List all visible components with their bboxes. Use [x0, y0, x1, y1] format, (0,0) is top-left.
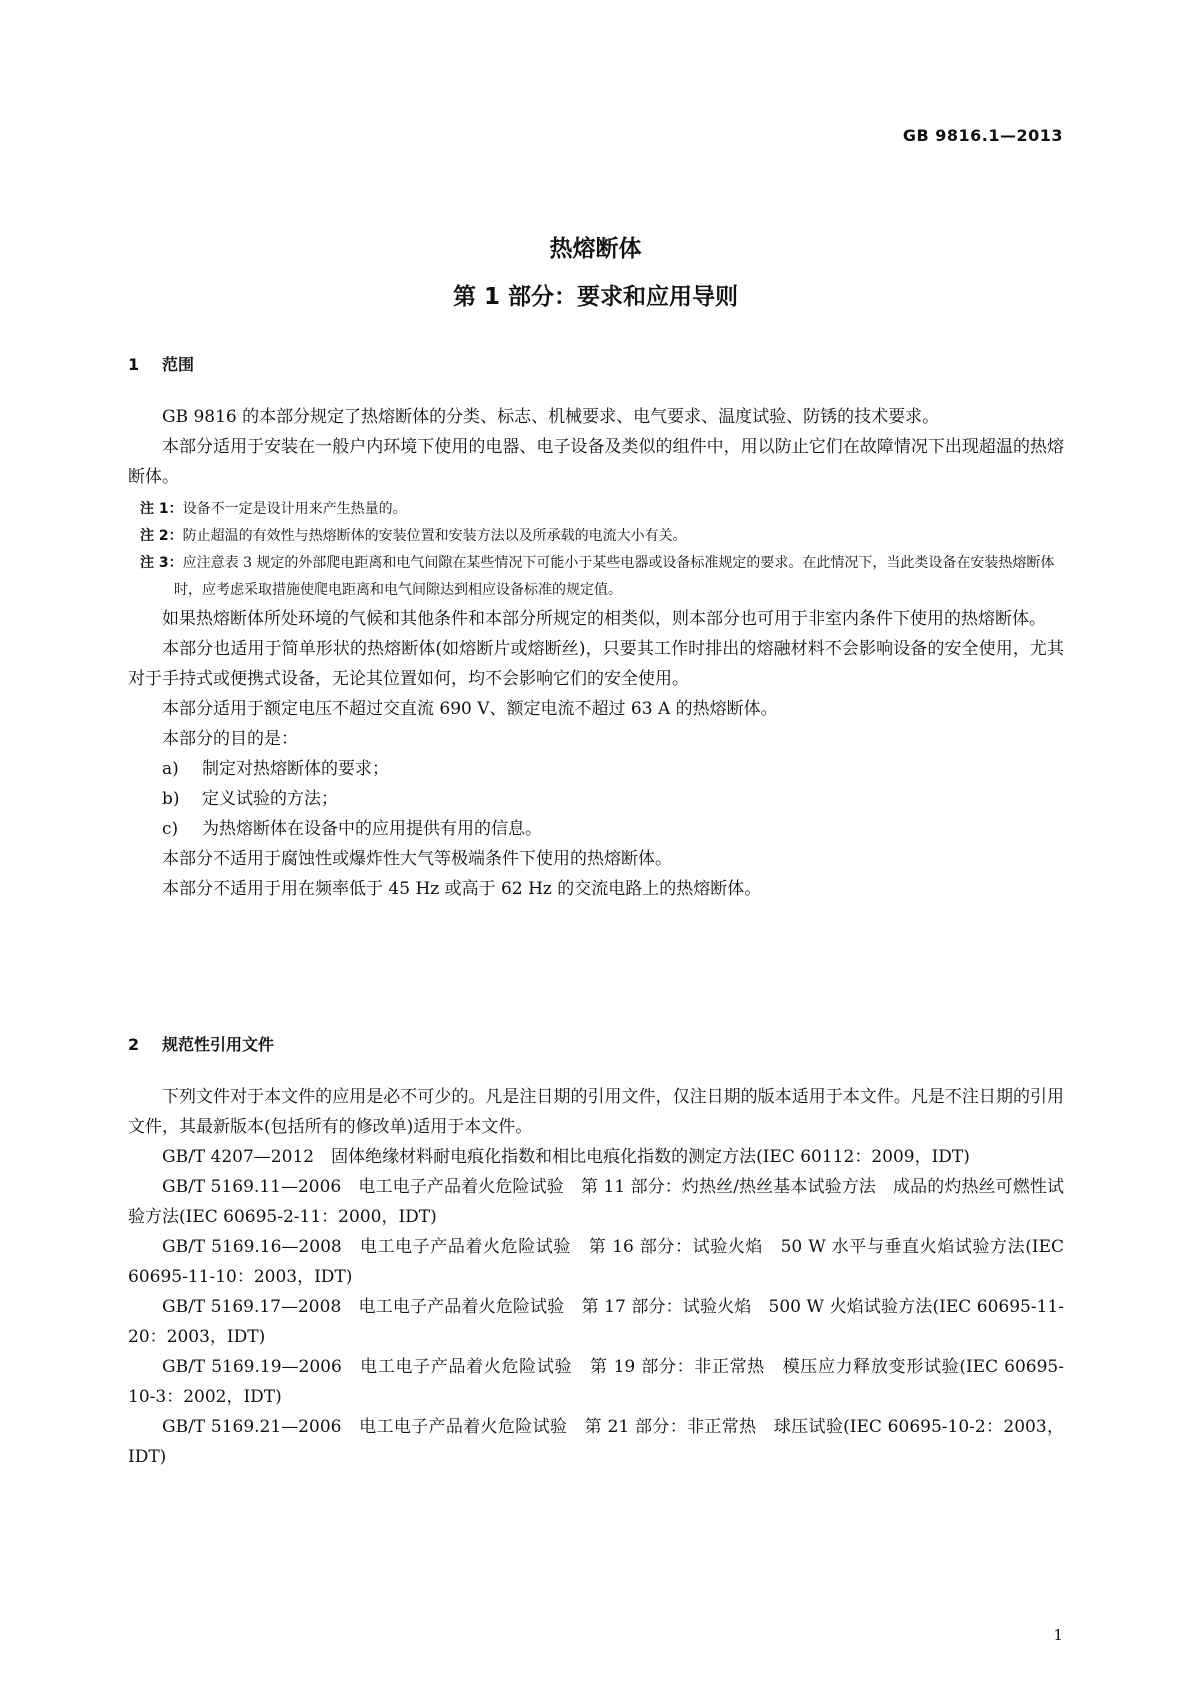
- note: [128, 550, 1064, 604]
- paragraph: 本部分适用于安装在一般户内环境下使用的电器、电子设备及类似的组件中，用以防止它们在故障情况下出现超温的热熔断体。: [128, 437, 1064, 487]
- section-2-body: [128, 1082, 1064, 1472]
- section-1-body: [128, 402, 1064, 904]
- paragraph: 下列文件对于本文件的应用是必不可少的。凡是注日期的引用文件，仅注日期的版本适用于本文件。凡是不注日期的引用文件，其最新版本(包括所有的修改单)适用于本文件。: [128, 1087, 1064, 1137]
- paragraph: GB 9816 的本部分规定了热熔断体的分类、标志、机械要求、电气要求、温度试验、防锈的技术要求。: [162, 407, 940, 427]
- standard-number: GB 9816.1—2013: [902, 126, 1063, 145]
- section-title: 范围: [162, 355, 195, 374]
- page-number: 1: [1053, 1626, 1063, 1644]
- list-item: [128, 814, 1064, 844]
- list-item: [128, 754, 1064, 784]
- note-tag: 注 3：: [140, 555, 183, 571]
- paragraph: 本部分也适用于简单形状的热熔断体(如熔断片或熔断丝)，只要其工作时排出的熔融材料不会影响设备的安全使用，尤其对于手持式或便携式设备，无论其位置如何，均不会影响它们的安全使用。: [128, 639, 1064, 689]
- document-subtitle: 第 1 部分：要求和应用导则: [452, 284, 739, 310]
- reference-entry: GB/T 5169.21—2006 电工电子产品着火危险试验 第 21 部分：非正常热 球压试验(IEC 60695-10-2：2003，IDT): [128, 1417, 1064, 1467]
- list-item: [128, 784, 1064, 814]
- note-tag: 注 2：: [140, 528, 183, 544]
- paragraph: 本部分不适用于腐蚀性或爆炸性大气等极端条件下使用的热熔断体。: [162, 849, 672, 869]
- reference-entry: GB/T 4207—2012 固体绝缘材料耐电痕化指数和相比电痕化指数的测定方法(IEC 60112：2009，IDT): [162, 1147, 970, 1167]
- list-text: 制定对热熔断体的要求；: [202, 759, 389, 779]
- section-2-heading: [128, 1032, 274, 1055]
- reference-entry: GB/T 5169.17—2008 电工电子产品着火危险试验 第 17 部分：试验火焰 500 W 火焰试验方法(IEC 60695-11-20：2003，IDT): [128, 1297, 1064, 1347]
- document-title: 热熔断体: [549, 236, 642, 262]
- section-title: 规范性引用文件: [162, 1035, 275, 1054]
- note-tag: 注 1：: [140, 501, 183, 517]
- paragraph: 本部分的目的是：: [162, 729, 298, 749]
- list-text: 为热熔断体在设备中的应用提供有用的信息。: [202, 819, 542, 839]
- note-text: 防止超温的有效性与热熔断体的安装位置和安装方法以及所承载的电流大小有关。: [182, 528, 687, 544]
- note: [128, 496, 1064, 523]
- list-marker: c): [162, 819, 179, 839]
- paragraph: 本部分适用于额定电压不超过交直流 690 V、额定电流不超过 63 A 的热熔断体。: [162, 699, 778, 719]
- paragraph: 本部分不适用于用在频率低于 45 Hz 或高于 62 Hz 的交流电路上的热熔断体。: [162, 879, 762, 899]
- section-number: 1: [128, 355, 140, 374]
- section-number: 2: [128, 1035, 140, 1054]
- list-marker: b): [162, 789, 180, 809]
- list-marker: a): [162, 759, 179, 779]
- reference-entry: GB/T 5169.19—2006 电工电子产品着火危险试验 第 19 部分：非正常热 模压应力释放变形试验(IEC 60695-10-3：2002，IDT): [128, 1357, 1064, 1407]
- reference-entry: GB/T 5169.16—2008 电工电子产品着火危险试验 第 16 部分：试验火焰 50 W 水平与垂直火焰试验方法(IEC 60695-11-10：2003，IDT): [128, 1237, 1064, 1287]
- reference-entry: GB/T 5169.11—2006 电工电子产品着火危险试验 第 11 部分：灼热丝/热丝基本试验方法 成品的灼热丝可燃性试验方法(IEC 60695-2-11：2000，IDT): [128, 1177, 1064, 1227]
- paragraph: 如果热熔断体所处环境的气候和其他条件和本部分所规定的相类似，则本部分也可用于非室内条件下使用的热熔断体。: [162, 609, 1046, 629]
- list-text: 定义试验的方法；: [202, 789, 338, 809]
- note-text: 设备不一定是设计用来产生热量的。: [182, 501, 407, 517]
- note: [128, 523, 1064, 550]
- note-text: 应注意表 3 规定的外部爬电距离和电气间隙在某些情况下可能小于某些电器或设备标准规定的要求。在此情况下，当此类设备在安装热熔断体时，应考虑采取措施使爬电距离和电气间隙达到相应设备标准的规定值。: [174, 555, 1055, 598]
- section-1-heading: [128, 352, 194, 375]
